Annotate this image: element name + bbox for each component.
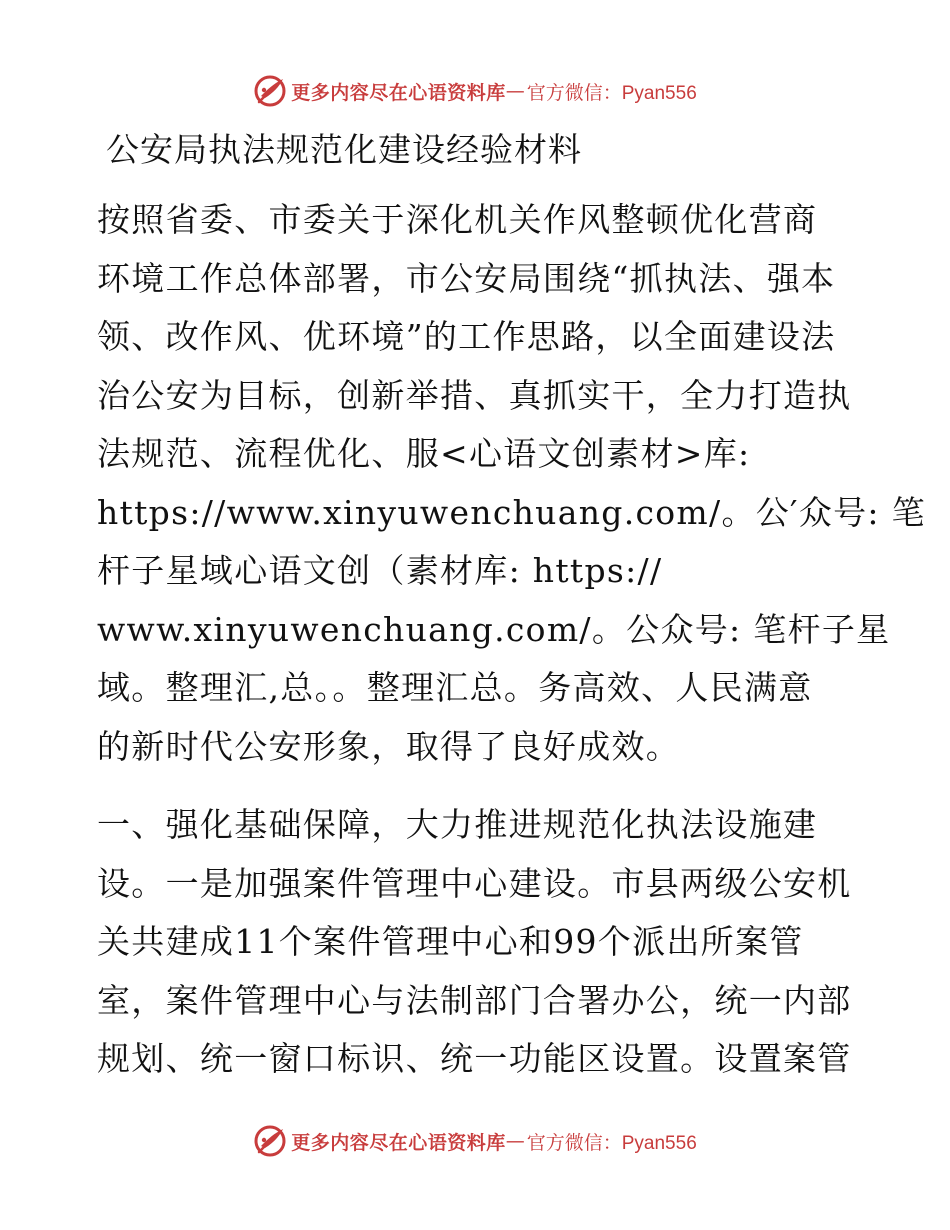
header-banner-text: 更多内容尽在心语资料库 [291, 81, 506, 104]
header-banner [0, 71, 950, 111]
footer-wechat-label [527, 1128, 697, 1155]
footer-banner-text: 更多内容尽在心语资料库 [291, 1131, 506, 1154]
text-line: 设。一是加强案件管理中心建设。市县两级公安机 [97, 863, 852, 903]
quill-pen-logo-icon [253, 74, 287, 108]
paragraph-section-one [97, 796, 857, 1089]
header-wechat-label [527, 78, 697, 105]
footer-banner-dash: — [505, 1130, 525, 1152]
text-line: 规划、统一窗口标识、统一功能区设置。设置案管 [97, 1039, 852, 1078]
text-line: 杆子星域心语文创（素材库: https:// [97, 551, 663, 590]
text-line: 法规范、流程优化、服<心语文创素材>库: [97, 434, 751, 473]
text-line: https://www.xinyuwenchuang.com/。公′众号: 笔 [97, 492, 926, 532]
header-wechat-label-text: 官方微信： [526, 81, 622, 104]
paragraph-intro [97, 191, 926, 776]
header-wechat-id: Pyan556 [621, 82, 697, 104]
text-line: 领、改作风、优环境”的工作思路，以全面建设法 [97, 317, 836, 356]
text-line: 室，案件管理中心与法制部门合署办公，统一内部 [97, 980, 852, 1020]
text-line: 环境工作总体部署，市公安局围绕“抓执法、强本 [97, 258, 836, 298]
text-line: 一、强化基础保障，大力推进规范化执法设施建 [97, 805, 818, 844]
text-line: 域。整理汇,总。。整理汇总。务高效、人民满意 [97, 668, 813, 707]
text-line: 按照省委、市委关于深化机关作风整顿优化营商 [97, 200, 818, 239]
document-title: 公安局执法规范化建设经验材料 [106, 130, 582, 169]
footer-banner [0, 1121, 950, 1161]
text-line: 治公安为目标，创新举措、真抓实干，全力打造执 [97, 375, 852, 415]
footer-wechat-id: Pyan556 [621, 1132, 697, 1154]
text-line: 关共建成11个案件管理中心和99个派出所案管 [97, 922, 804, 961]
header-banner-dash: — [505, 80, 525, 102]
footer-wechat-label-text: 官方微信： [526, 1131, 622, 1154]
text-line: www.xinyuwenchuang.com/。公众号: 笔杆子星 [97, 609, 891, 649]
quill-pen-logo-icon [253, 1124, 287, 1158]
text-line: 的新时代公安形象，取得了良好成效。 [97, 726, 681, 766]
